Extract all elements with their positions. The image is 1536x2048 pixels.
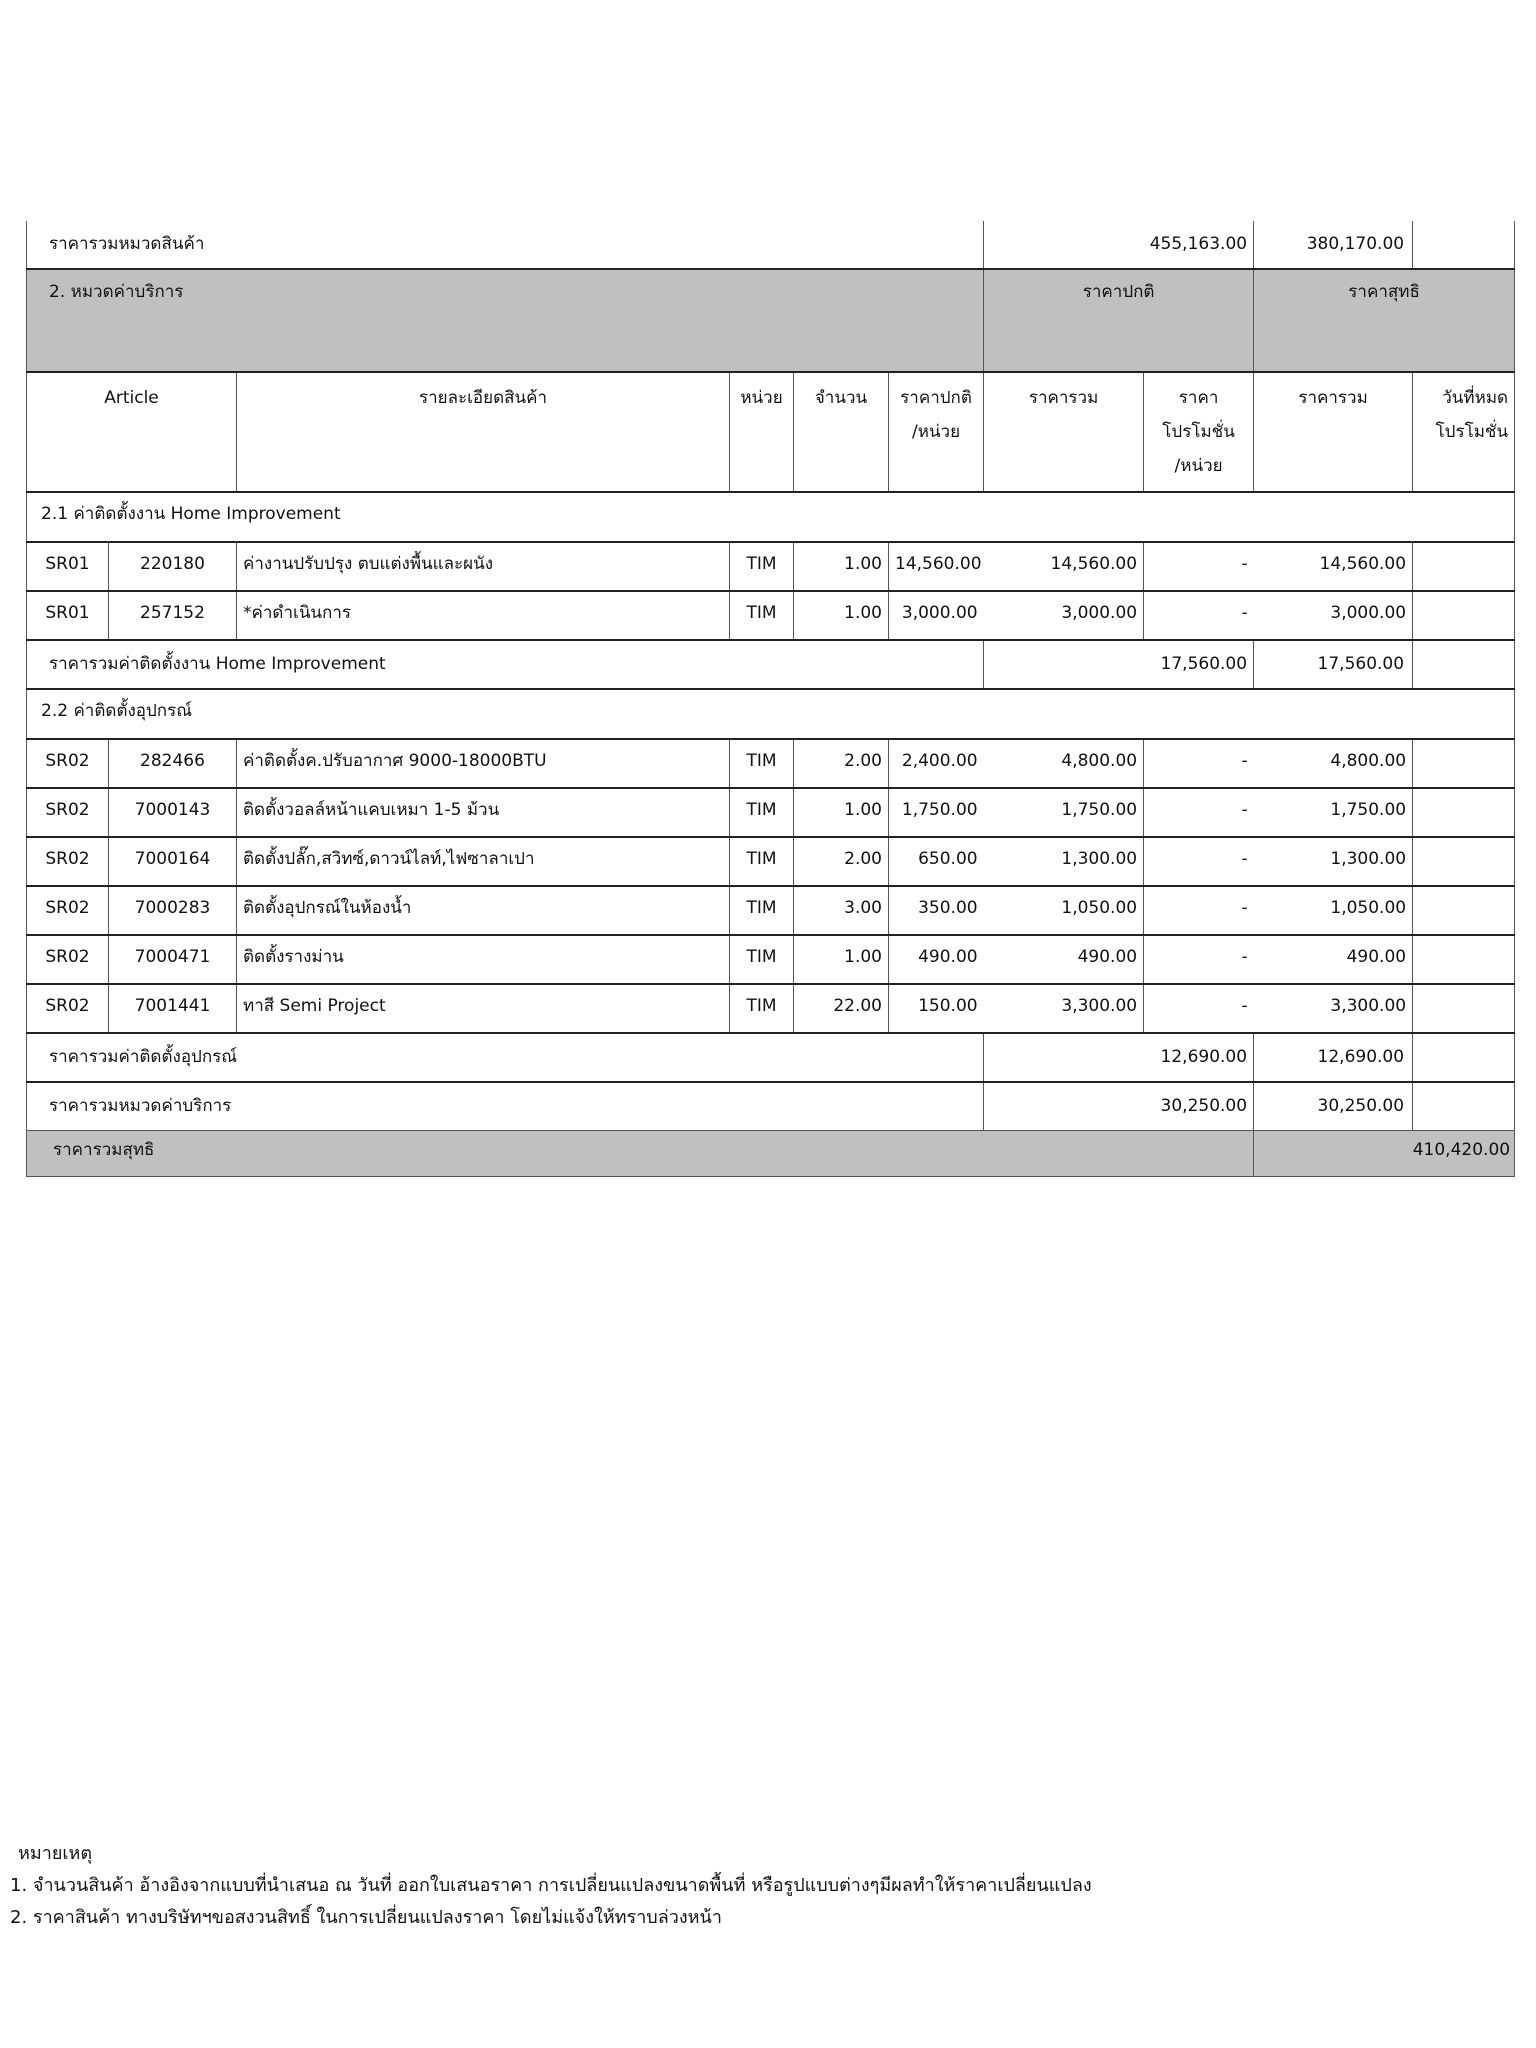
item-promo-price: - xyxy=(1144,984,1254,1033)
item-article: 7000283 xyxy=(109,886,237,935)
table-row xyxy=(27,788,1515,837)
item-code: SR02 xyxy=(27,837,109,886)
item-qty: 3.00 xyxy=(794,886,889,935)
col-detail: รายละเอียดสินค้า xyxy=(237,372,730,492)
item-total: 14,560.00 xyxy=(984,542,1144,591)
table-row xyxy=(27,984,1515,1033)
item-promo-price: - xyxy=(1144,542,1254,591)
item-promo-price: - xyxy=(1144,739,1254,788)
table-row xyxy=(27,935,1515,984)
service-category-title: 2. หมวดค่าบริการ xyxy=(27,269,984,372)
section-subtotal-net: 17,560.00 xyxy=(1254,640,1413,689)
item-unit: TIM xyxy=(730,886,794,935)
item-unit: TIM xyxy=(730,788,794,837)
item-article: 257152 xyxy=(109,591,237,640)
section-subtotal-regular: 12,690.00 xyxy=(984,1033,1254,1082)
item-promo-price: - xyxy=(1144,886,1254,935)
item-total: 490.00 xyxy=(984,935,1144,984)
item-unit-price: 2,400.00 xyxy=(889,739,984,788)
col-unit-price-line1: ราคาปกติ xyxy=(900,388,972,408)
item-total: 3,300.00 xyxy=(984,984,1144,1033)
product-category-regular-total: 455,163.00 xyxy=(984,221,1254,269)
section-subtotal-row xyxy=(27,640,1515,689)
item-detail: ค่างานปรับปรุง ตบแต่งพื้นและผนัง xyxy=(237,542,730,591)
item-unit: TIM xyxy=(730,739,794,788)
item-article: 7001441 xyxy=(109,984,237,1033)
table-row xyxy=(27,739,1515,788)
table-row xyxy=(27,591,1515,640)
item-unit: TIM xyxy=(730,837,794,886)
item-detail: ค่าติดตั้งค.ปรับอากาศ 9000-18000BTU xyxy=(237,739,730,788)
col-qty: จำนวน xyxy=(794,372,889,492)
item-detail: ติดตั้งวอลล์หน้าแคบเหมา 1-5 ม้วน xyxy=(237,788,730,837)
item-code: SR02 xyxy=(27,886,109,935)
section-subtotal-regular: 17,560.00 xyxy=(984,640,1254,689)
item-code: SR02 xyxy=(27,739,109,788)
item-article: 7000164 xyxy=(109,837,237,886)
item-promo-total: 1,300.00 xyxy=(1254,837,1413,886)
item-code: SR02 xyxy=(27,788,109,837)
regular-price-header: ราคาปกติ xyxy=(984,269,1254,372)
col-promo-price xyxy=(1144,372,1254,492)
service-category-net-total: 30,250.00 xyxy=(1254,1082,1413,1131)
service-category-regular-total: 30,250.00 xyxy=(984,1082,1254,1131)
item-promo-price: - xyxy=(1144,591,1254,640)
item-qty: 1.00 xyxy=(794,935,889,984)
item-total: 1,750.00 xyxy=(984,788,1144,837)
product-category-total-label: ราคารวมหมวดสินค้า xyxy=(27,221,984,269)
table-row xyxy=(27,837,1515,886)
table-row xyxy=(27,542,1515,591)
notes-heading: หมายเหตุ xyxy=(18,1843,93,1864)
item-promo-total: 4,800.00 xyxy=(1254,739,1413,788)
section-title: 2.1 ค่าติดตั้งงาน Home Improvement xyxy=(27,492,1515,542)
item-qty: 2.00 xyxy=(794,837,889,886)
section-subtotal-label: ราคารวมค่าติดตั้งงาน Home Improvement xyxy=(27,640,984,689)
item-article: 7000143 xyxy=(109,788,237,837)
col-promo-price-line3: /หน่วย xyxy=(1174,456,1223,476)
col-unit-price-line2: /หน่วย xyxy=(912,422,961,442)
item-promo-total: 3,300.00 xyxy=(1254,984,1413,1033)
col-unit-price xyxy=(889,372,984,492)
item-promo-price: - xyxy=(1144,788,1254,837)
quotation-table xyxy=(26,221,1515,1177)
item-code: SR01 xyxy=(27,591,109,640)
item-qty: 2.00 xyxy=(794,739,889,788)
col-unit: หน่วย xyxy=(730,372,794,492)
product-category-total-row xyxy=(27,221,1515,269)
section-subtotal-row xyxy=(27,1033,1515,1082)
notes-section xyxy=(10,1838,1092,1934)
service-category-total-row xyxy=(27,1082,1515,1131)
item-qty: 1.00 xyxy=(794,542,889,591)
item-unit-price: 350.00 xyxy=(889,886,984,935)
item-detail: ติดตั้งอุปกรณ์ในห้องน้ำ xyxy=(237,886,730,935)
net-total-label: ราคารวมสุทธิ xyxy=(27,1131,1254,1177)
item-promo-price: - xyxy=(1144,837,1254,886)
item-detail: ติดตั้งรางม่าน xyxy=(237,935,730,984)
item-unit-price: 650.00 xyxy=(889,837,984,886)
item-unit: TIM xyxy=(730,984,794,1033)
item-qty: 1.00 xyxy=(794,591,889,640)
col-article: Article xyxy=(27,372,237,492)
col-promo-price-line2: โปรโมชั่น xyxy=(1162,422,1235,442)
item-unit-price: 490.00 xyxy=(889,935,984,984)
item-promo-total: 1,750.00 xyxy=(1254,788,1413,837)
item-qty: 22.00 xyxy=(794,984,889,1033)
item-unit: TIM xyxy=(730,591,794,640)
item-detail: ติดตั้งปลั๊ก,สวิทซ์,ดาวน์ไลท์,ไฟซาลาเปา xyxy=(237,837,730,886)
item-unit-price: 1,750.00 xyxy=(889,788,984,837)
item-promo-total: 490.00 xyxy=(1254,935,1413,984)
item-article: 220180 xyxy=(109,542,237,591)
col-promo-total: ราคารวม xyxy=(1254,372,1413,492)
product-category-net-total: 380,170.00 xyxy=(1254,221,1413,269)
net-total-row xyxy=(27,1131,1515,1177)
section-title-row xyxy=(27,689,1515,739)
item-article: 282466 xyxy=(109,739,237,788)
item-promo-total: 14,560.00 xyxy=(1254,542,1413,591)
col-promo-end-line2: โปรโมชั่น xyxy=(1435,422,1509,442)
table-row xyxy=(27,886,1515,935)
item-unit-price: 14,560.00 xyxy=(889,542,984,591)
item-promo-total: 3,000.00 xyxy=(1254,591,1413,640)
service-category-header xyxy=(27,269,1515,372)
item-unit-price: 3,000.00 xyxy=(889,591,984,640)
column-header-row xyxy=(27,372,1515,492)
item-unit: TIM xyxy=(730,935,794,984)
item-total: 4,800.00 xyxy=(984,739,1144,788)
item-qty: 1.00 xyxy=(794,788,889,837)
service-category-total-label: ราคารวมหมวดค่าบริการ xyxy=(27,1082,984,1131)
item-article: 7000471 xyxy=(109,935,237,984)
item-code: SR02 xyxy=(27,984,109,1033)
net-total-value: 410,420.00 xyxy=(1254,1131,1515,1177)
item-unit: TIM xyxy=(730,542,794,591)
item-unit-price: 150.00 xyxy=(889,984,984,1033)
col-promo-end-line1: วันที่หมด xyxy=(1442,388,1509,408)
item-total: 1,300.00 xyxy=(984,837,1144,886)
item-promo-total: 1,050.00 xyxy=(1254,886,1413,935)
col-promo-price-line1: ราคา xyxy=(1178,388,1219,408)
item-detail: ทาสี Semi Project xyxy=(237,984,730,1033)
item-code: SR01 xyxy=(27,542,109,591)
section-subtotal-label: ราคารวมค่าติดตั้งอุปกรณ์ xyxy=(27,1033,984,1082)
net-price-header: ราคาสุทธิ xyxy=(1254,269,1515,372)
item-total: 3,000.00 xyxy=(984,591,1144,640)
item-detail: *ค่าดำเนินการ xyxy=(237,591,730,640)
note-line: 2. ราคาสินค้า ทางบริษัทฯขอสงวนสิทธิ์ ในการเปลี่ยนแปลงราคา โดยไม่แจ้งให้ทราบล่วงหน้า xyxy=(10,1907,722,1928)
item-promo-price: - xyxy=(1144,935,1254,984)
item-total: 1,050.00 xyxy=(984,886,1144,935)
col-total: ราคารวม xyxy=(984,372,1144,492)
note-line: 1. จำนวนสินค้า อ้างอิงจากแบบที่นำเสนอ ณ วันที่ ออกใบเสนอราคา การเปลี่ยนแปลงขนาดพื้นที่ หรือรูปแบบต่างๆมีผลทำให้ราคาเปลี่ยนแปลง xyxy=(10,1875,1092,1896)
section-title-row xyxy=(27,492,1515,542)
section-title: 2.2 ค่าติดตั้งอุปกรณ์ xyxy=(27,689,1515,739)
item-code: SR02 xyxy=(27,935,109,984)
section-subtotal-net: 12,690.00 xyxy=(1254,1033,1413,1082)
col-promo-end xyxy=(1413,372,1515,492)
